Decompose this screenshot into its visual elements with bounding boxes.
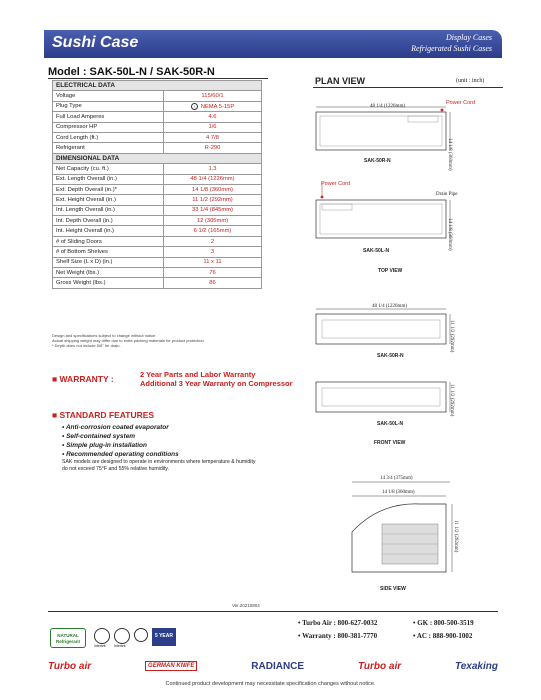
spec-row <box>53 132 262 142</box>
warranty-badge <box>152 628 176 646</box>
spec-label: Int. Height Overall (in.) <box>53 226 164 236</box>
etl-icon-1 <box>94 628 110 648</box>
dim-depth-top-l: 14 1/8 (360mm) <box>447 218 452 251</box>
features-section <box>52 410 282 473</box>
contact-turbo: • Turbo Air : 800-627-0032 <box>298 619 378 627</box>
page-header <box>44 30 502 58</box>
spec-row <box>53 184 262 194</box>
footer-note: Continued product development may necessitate specification changes without notice. <box>165 681 376 687</box>
fine-print-line: Design and specifications subject to change without notice. <box>52 333 157 338</box>
spec-value: 3 <box>164 247 262 257</box>
plan-view-title: PLAN VIEW <box>315 76 366 86</box>
spec-row <box>53 247 262 257</box>
unit-label: (unit : inch) <box>456 78 485 84</box>
spec-row <box>53 257 262 267</box>
fine-print <box>52 333 205 348</box>
feature-text: Self-contained system <box>66 433 136 440</box>
page-title: Sushi Case <box>52 34 139 51</box>
feature-item: • Simple plug-in installation <box>62 442 147 449</box>
plan-drawings <box>300 92 510 602</box>
spec-row <box>53 268 262 278</box>
spec-value: 11 1/2 (292mm) <box>164 195 262 205</box>
spec-row <box>53 101 262 111</box>
brand-logos <box>48 655 498 677</box>
dim-depth-top-r: 14 1/8 (360mm) <box>447 138 452 171</box>
etl-label-1: Intertek <box>94 644 106 648</box>
radiance-logo: RADIANCE <box>251 660 305 672</box>
natural-refrigerant-text: NATURAL Refrigerant <box>50 628 86 648</box>
spec-label: Ext. Depth Overall (in.)* <box>53 184 164 194</box>
feature-text: Recommended operating conditions <box>66 451 179 458</box>
etl-label-2: Intertek <box>114 644 126 648</box>
spec-value <box>164 101 262 111</box>
feature-item: • Recommended operating conditions <box>62 451 179 458</box>
plan-view-underline <box>313 87 503 88</box>
front-view-r-drawing <box>316 309 450 344</box>
spec-value: 86 <box>164 278 262 288</box>
spec-label: Cord Length (ft.) <box>53 132 164 142</box>
contact-warranty: • Warranty : 800-381-7770 <box>298 632 378 640</box>
warranty-label: ■ WARRANTY : <box>52 374 114 384</box>
spec-row <box>53 226 262 236</box>
spec-label: # of Sliding Doors <box>53 236 164 246</box>
spec-table <box>52 80 262 289</box>
feature-text: Anti-corrosion coated evaporator <box>65 424 169 431</box>
spec-label: Gross Weight (lbs.) <box>53 278 164 288</box>
spec-row <box>53 122 262 132</box>
features-note: SAK models are designed to operate in environments where temperature & humidity do not exceed 75°F and 55% relative humidity. <box>62 459 256 472</box>
side-view-drawing <box>352 482 452 572</box>
version-label: Ver.20210804 <box>232 603 260 608</box>
spec-value: 4.6 <box>164 112 262 122</box>
warranty-label-text: WARRANTY : <box>59 374 114 384</box>
model-l-front-label: SAK-50L-N <box>377 421 404 427</box>
footer-divider <box>48 611 498 612</box>
front-view-l-drawing <box>316 382 450 412</box>
plug-type-text: NEMA 5-15P <box>200 103 235 110</box>
spec-label: Int. Length Overall (in.) <box>53 205 164 215</box>
spec-label: Refrigerant <box>53 143 164 153</box>
spec-row <box>53 278 262 288</box>
front-view-label: FRONT VIEW <box>374 440 406 446</box>
spec-value: 11 x 11 <box>164 257 262 267</box>
dim-length-top: 48 1/4 (1226mm) <box>370 104 405 109</box>
spec-value: 48 1/4 (1226mm) <box>164 174 262 184</box>
contact-list <box>298 617 474 643</box>
spec-value: 4 7/8 <box>164 132 262 142</box>
category-label: Display Cases <box>446 33 492 42</box>
spec-value: 14 1/8 (360mm) <box>164 184 262 194</box>
dim-length-front: 48 1/4 (1226mm) <box>372 304 407 309</box>
spec-value: 6 1/2 (165mm) <box>164 226 262 236</box>
spec-value: 2 <box>164 236 262 246</box>
spec-row <box>53 91 262 101</box>
warranty-line-2: Additional 3 Year Warranty on Compressor <box>140 379 293 388</box>
spec-label: Int. Depth Overall (in.) <box>53 216 164 226</box>
contact-gk: • GK : 800-500-3519 <box>413 619 474 627</box>
fine-print-line: Actual shipping weight may differ due to extra packing materials for product protection. <box>52 338 205 343</box>
warranty-badge-text: 5 YEAR <box>152 628 176 646</box>
contact-ac: • AC : 888-900-1002 <box>413 632 473 640</box>
contact-row <box>298 617 474 630</box>
spec-value: 12 (305mm) <box>164 216 262 226</box>
power-cord-label-r: Power Cord <box>446 100 476 106</box>
spec-row <box>53 216 262 226</box>
side-view-label: SIDE VIEW <box>380 586 406 592</box>
spec-value: 1/6 <box>164 122 262 132</box>
model-r-label: SAK-50R-N <box>364 158 391 164</box>
dim-height-front-l: 11 1/2 (292mm) <box>449 384 454 417</box>
spec-label: Plug Type <box>53 101 164 111</box>
spec-row <box>53 143 262 153</box>
warranty-line-1: 2 Year Parts and Labor Warranty <box>140 370 256 379</box>
fine-print-line: * Depth does not include 5/8" for drain. <box>52 343 121 348</box>
spec-label: Voltage <box>53 91 164 101</box>
power-cord-label-l: Power Cord <box>321 181 351 187</box>
spec-label: Shelf Size (L x D) (in.) <box>53 257 164 267</box>
spec-label: Net Weight (lbs.) <box>53 268 164 278</box>
turbo-air-logo: Turbo air <box>48 660 92 672</box>
spec-label: # of Bottom Shelves <box>53 247 164 257</box>
model-l-label: SAK-50L-N <box>363 248 390 254</box>
plug-icon: ⁝ <box>191 103 198 110</box>
top-view-l-drawing <box>316 182 450 238</box>
model-underline <box>48 78 268 79</box>
drain-pipe-label: Drain Pipe <box>436 192 458 197</box>
spec-label: Ext. Height Overall (in.) <box>53 195 164 205</box>
contact-row <box>298 630 474 643</box>
model-title: Model : SAK-50L-N / SAK-50R-N <box>48 66 215 78</box>
spec-row <box>53 112 262 122</box>
subcategory-label: Refrigerated Sushi Cases <box>411 44 492 53</box>
spec-label: Net Capacity (cu. ft.) <box>53 164 164 174</box>
spec-row <box>53 174 262 184</box>
feature-item: • Self-contained system <box>62 433 136 440</box>
german-knife-logo: GERMAN KNIFE <box>145 661 197 671</box>
spec-value: 115/60/1 <box>164 91 262 101</box>
dim-side-height: 11 1/2 (292mm) <box>453 520 458 553</box>
spec-value: R-290 <box>164 143 262 153</box>
spec-label: Ext. Length Overall (in.) <box>53 174 164 184</box>
electrical-heading: ELECTRICAL DATA <box>53 81 262 91</box>
feature-item: • Anti-corrosion coated evaporator <box>62 424 169 431</box>
spec-row <box>53 195 262 205</box>
texaking-logo: Texaking <box>455 660 498 672</box>
spec-row <box>53 236 262 246</box>
spec-value: 76 <box>164 268 262 278</box>
spec-row <box>53 205 262 215</box>
dim-height-front-r: 11 1/2 (292mm) <box>449 320 454 353</box>
features-title-text: STANDARD FEATURES <box>59 410 155 420</box>
spec-label: Compressor HP <box>53 122 164 132</box>
top-view-r-drawing <box>316 107 450 150</box>
dim-side-depth: 14 1/8 (360mm) <box>382 490 415 495</box>
spec-label: Full Load Amperes <box>53 112 164 122</box>
spec-value: 1.3 <box>164 164 262 174</box>
spec-value: 33 1/4 (845mm) <box>164 205 262 215</box>
dimensional-heading: DIMENSIONAL DATA <box>53 153 262 163</box>
etl-icon-2 <box>114 628 130 648</box>
turbo-air-logo-2: Turbo air <box>357 660 402 672</box>
features-title: ■ STANDARD FEATURES <box>52 410 155 420</box>
feature-text: Simple plug-in installation <box>66 442 147 449</box>
dim-side-total: 14 3/4 (375mm) <box>380 476 413 481</box>
model-r-front-label: SAK-50R-N <box>377 353 404 359</box>
energy-icon <box>134 628 148 642</box>
natural-refrigerant-badge <box>50 628 86 648</box>
spec-row <box>53 164 262 174</box>
top-view-label: TOP VIEW <box>378 268 403 274</box>
